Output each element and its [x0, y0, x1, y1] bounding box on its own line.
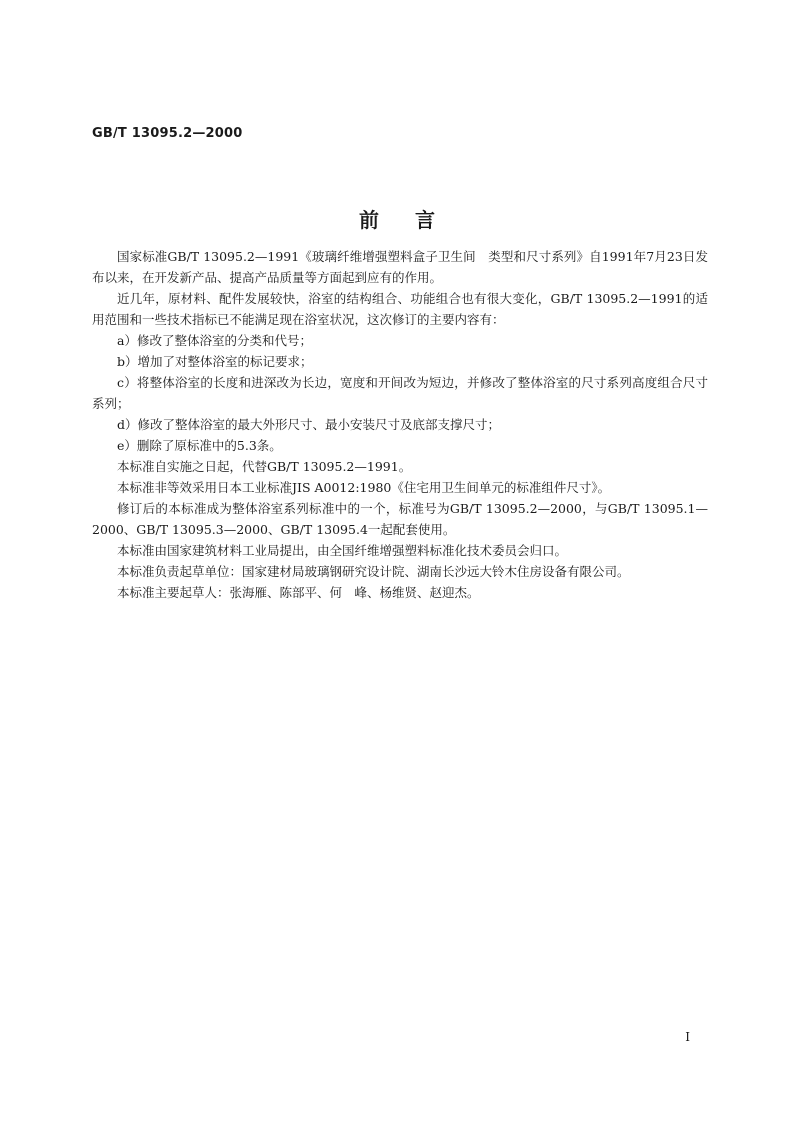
list-item-c: c）将整体浴室的长度和进深改为长边，宽度和开间改为短边，并修改了整体浴室的尺寸系列高度组合尺寸系列；: [92, 375, 708, 411]
paragraph-adoption: 本标准非等效采用日本工业标准JIS A0012:1980《住宅用卫生间单元的标准组件尺寸》。: [117, 480, 611, 495]
paragraph-revision-reason: 近几年，原材料、配件发展较快，浴室的结构组合、功能组合也有很大变化，GB/T 13095.2—1991的适用范围和一些技术指标已不能满足现在浴室状况，这次修订的主要内容有：: [92, 291, 708, 327]
list-item-a: a）修改了整体浴室的分类和代号；: [117, 333, 312, 348]
page-title: 前言: [359, 208, 471, 232]
list-item-d: d）修改了整体浴室的最大外形尺寸、最小安装尺寸及底部支撑尺寸；: [117, 417, 501, 432]
standard-code-header: GB/T 13095.2—2000: [92, 126, 243, 141]
paragraph-drafters: 本标准主要起草人：张海雁、陈部平、何 峰、杨维贤、赵迎杰。: [117, 585, 480, 600]
paragraph-drafting-units: 本标准负责起草单位：国家建材局玻璃钢研究设计院、湖南长沙远大铃木住房设备有限公司。: [117, 564, 630, 579]
foreword-body: [92, 246, 708, 603]
paragraph-replacement: 本标准自实施之日起，代替GB/T 13095.2—1991。: [117, 459, 412, 474]
list-item-e: e）删除了原标准中的5.3条。: [117, 438, 282, 453]
paragraph-proposer: 本标准由国家建筑材料工业局提出，由全国纤维增强塑料标准化技术委员会归口。: [117, 543, 568, 558]
paragraph-history: 国家标准GB/T 13095.2—1991《玻璃纤维增强塑料盒子卫生间 类型和尺寸系列》自1991年7月23日发布以来，在开发新产品、提高产品质量等方面起到应有的作用。: [92, 249, 708, 285]
list-item-b: b）增加了对整体浴室的标记要求；: [117, 354, 313, 369]
page-number: I: [685, 1030, 690, 1044]
paragraph-series: 修订后的本标准成为整体浴室系列标准中的一个，标准号为GB/T 13095.2—2000，与GB/T 13095.1—2000、GB/T 13095.3—2000、GB/T 13095.4一起配套使用。: [92, 501, 708, 537]
